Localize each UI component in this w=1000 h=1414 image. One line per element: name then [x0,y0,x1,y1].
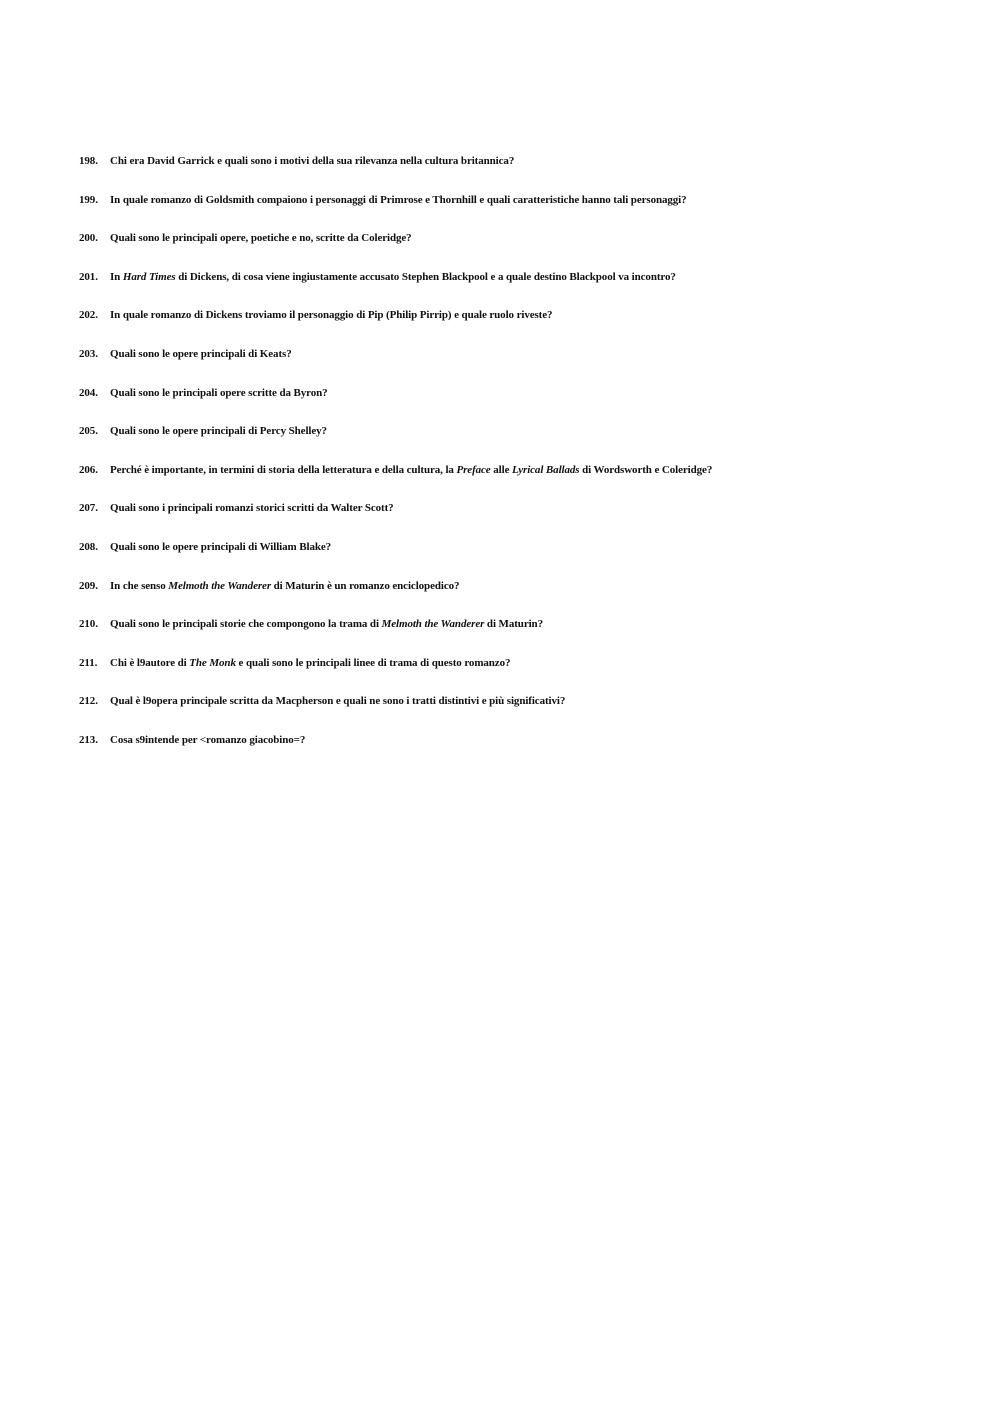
question-text-segment: In quale romanzo di Goldsmith compaiono i personaggi di Primrose e Thornhill e quali caratteristiche hanno tali personaggi? [110,193,687,206]
question-text-segment: Quali sono i principali romanzi storici scritti da Walter Scott? [110,502,394,515]
question-text [110,307,552,323]
question-number: 202. [79,309,98,322]
question-number: 212. [79,695,98,708]
question-text [110,385,328,401]
question-number: 201. [79,270,98,283]
question-text-segment: Quali sono le opere principali di Percy Shelley? [110,425,327,438]
question-item [79,307,979,346]
question-number: 199. [79,193,98,206]
question-text-title-segment: Preface [456,463,491,476]
question-item [79,655,979,694]
question-number: 205. [79,425,98,438]
question-number: 210. [79,618,98,631]
question-item [79,269,979,308]
question-item [79,192,979,231]
question-text-segment: di Wordsworth e Coleridge? [579,463,713,476]
question-text [110,500,394,516]
question-text-segment: Quali sono le opere principali di Keats? [110,347,292,360]
question-text-segment: Chi è l9autore di [110,656,190,669]
question-number: 208. [79,540,98,553]
question-text [110,346,292,362]
question-text-title-segment: Melmoth the Wanderer [168,579,272,592]
question-text-segment: Quali sono le principali storie che compongono la trama di [110,618,382,631]
question-item [79,230,979,269]
question-list [79,153,979,771]
question-text-segment: Chi era David Garrick e quali sono i motivi della sua rilevanza nella cultura britannica? [110,155,515,167]
question-text [110,655,510,671]
question-item [79,423,979,462]
question-item [79,732,979,771]
question-text [110,539,331,555]
question-number: 198. [79,155,98,167]
question-text-segment: In [110,270,123,283]
question-text-segment: di Maturin? [484,618,543,631]
question-text-title-segment: Hard Times [122,270,176,283]
question-text [110,269,676,285]
question-text [110,423,327,439]
question-text-segment: Quali sono le opere principali di William Blake? [110,540,332,553]
question-number: 211. [79,656,98,669]
question-item [79,462,979,501]
question-number: 200. [79,232,98,245]
question-text-segment: alle [490,463,513,476]
question-text-title-segment: The Monk [189,656,236,669]
question-text-segment: In che senso [110,579,169,592]
question-number: 207. [79,502,98,515]
question-text-segment: Cosa s9intende per <romanzo giacobino=? [110,733,306,746]
question-number: 204. [79,386,98,399]
question-text-title-segment: Lyrical Ballads [512,463,580,476]
question-text [110,578,459,594]
question-text-segment: di Maturin è un romanzo enciclopedico? [271,579,460,592]
question-text-segment: e quali sono le principali linee di trama di questo romanzo? [235,656,511,669]
question-text-title-segment: Melmoth the Wanderer [381,618,485,631]
question-item [79,346,979,385]
question-number: 206. [79,463,98,476]
question-text [110,153,514,169]
question-item [79,693,979,732]
question-text-segment: di Dickens, di cosa viene ingiustamente accusato Stephen Blackpool e a quale destino Blackpool va incontro? [175,270,676,283]
question-number: 203. [79,347,98,360]
question-text [110,462,712,478]
question-item [79,385,979,424]
question-text-segment: Quali sono le principali opere, poetiche e no, scritte da Coleridge? [110,232,412,245]
question-text [110,230,412,246]
question-item [79,153,979,192]
question-text-segment: Qual è l9opera principale scritta da Macpherson e quali ne sono i tratti distintivi e più significativi? [110,695,566,708]
question-text-segment: In quale romanzo di Dickens troviamo il personaggio di Pip (Philip Pirrip) e quale ruolo riveste? [110,309,553,322]
question-text [110,192,687,208]
question-number: 209. [79,579,98,592]
question-text [110,616,543,632]
question-item [79,578,979,617]
question-item [79,500,979,539]
question-text-segment: Quali sono le principali opere scritte da Byron? [110,386,328,399]
question-text-segment: Perché è importante, in termini di storia della letteratura e della cultura, la [110,463,457,476]
question-number: 213. [79,733,98,746]
question-text [110,732,305,748]
question-text [110,693,565,709]
question-item [79,539,979,578]
question-item [79,616,979,655]
